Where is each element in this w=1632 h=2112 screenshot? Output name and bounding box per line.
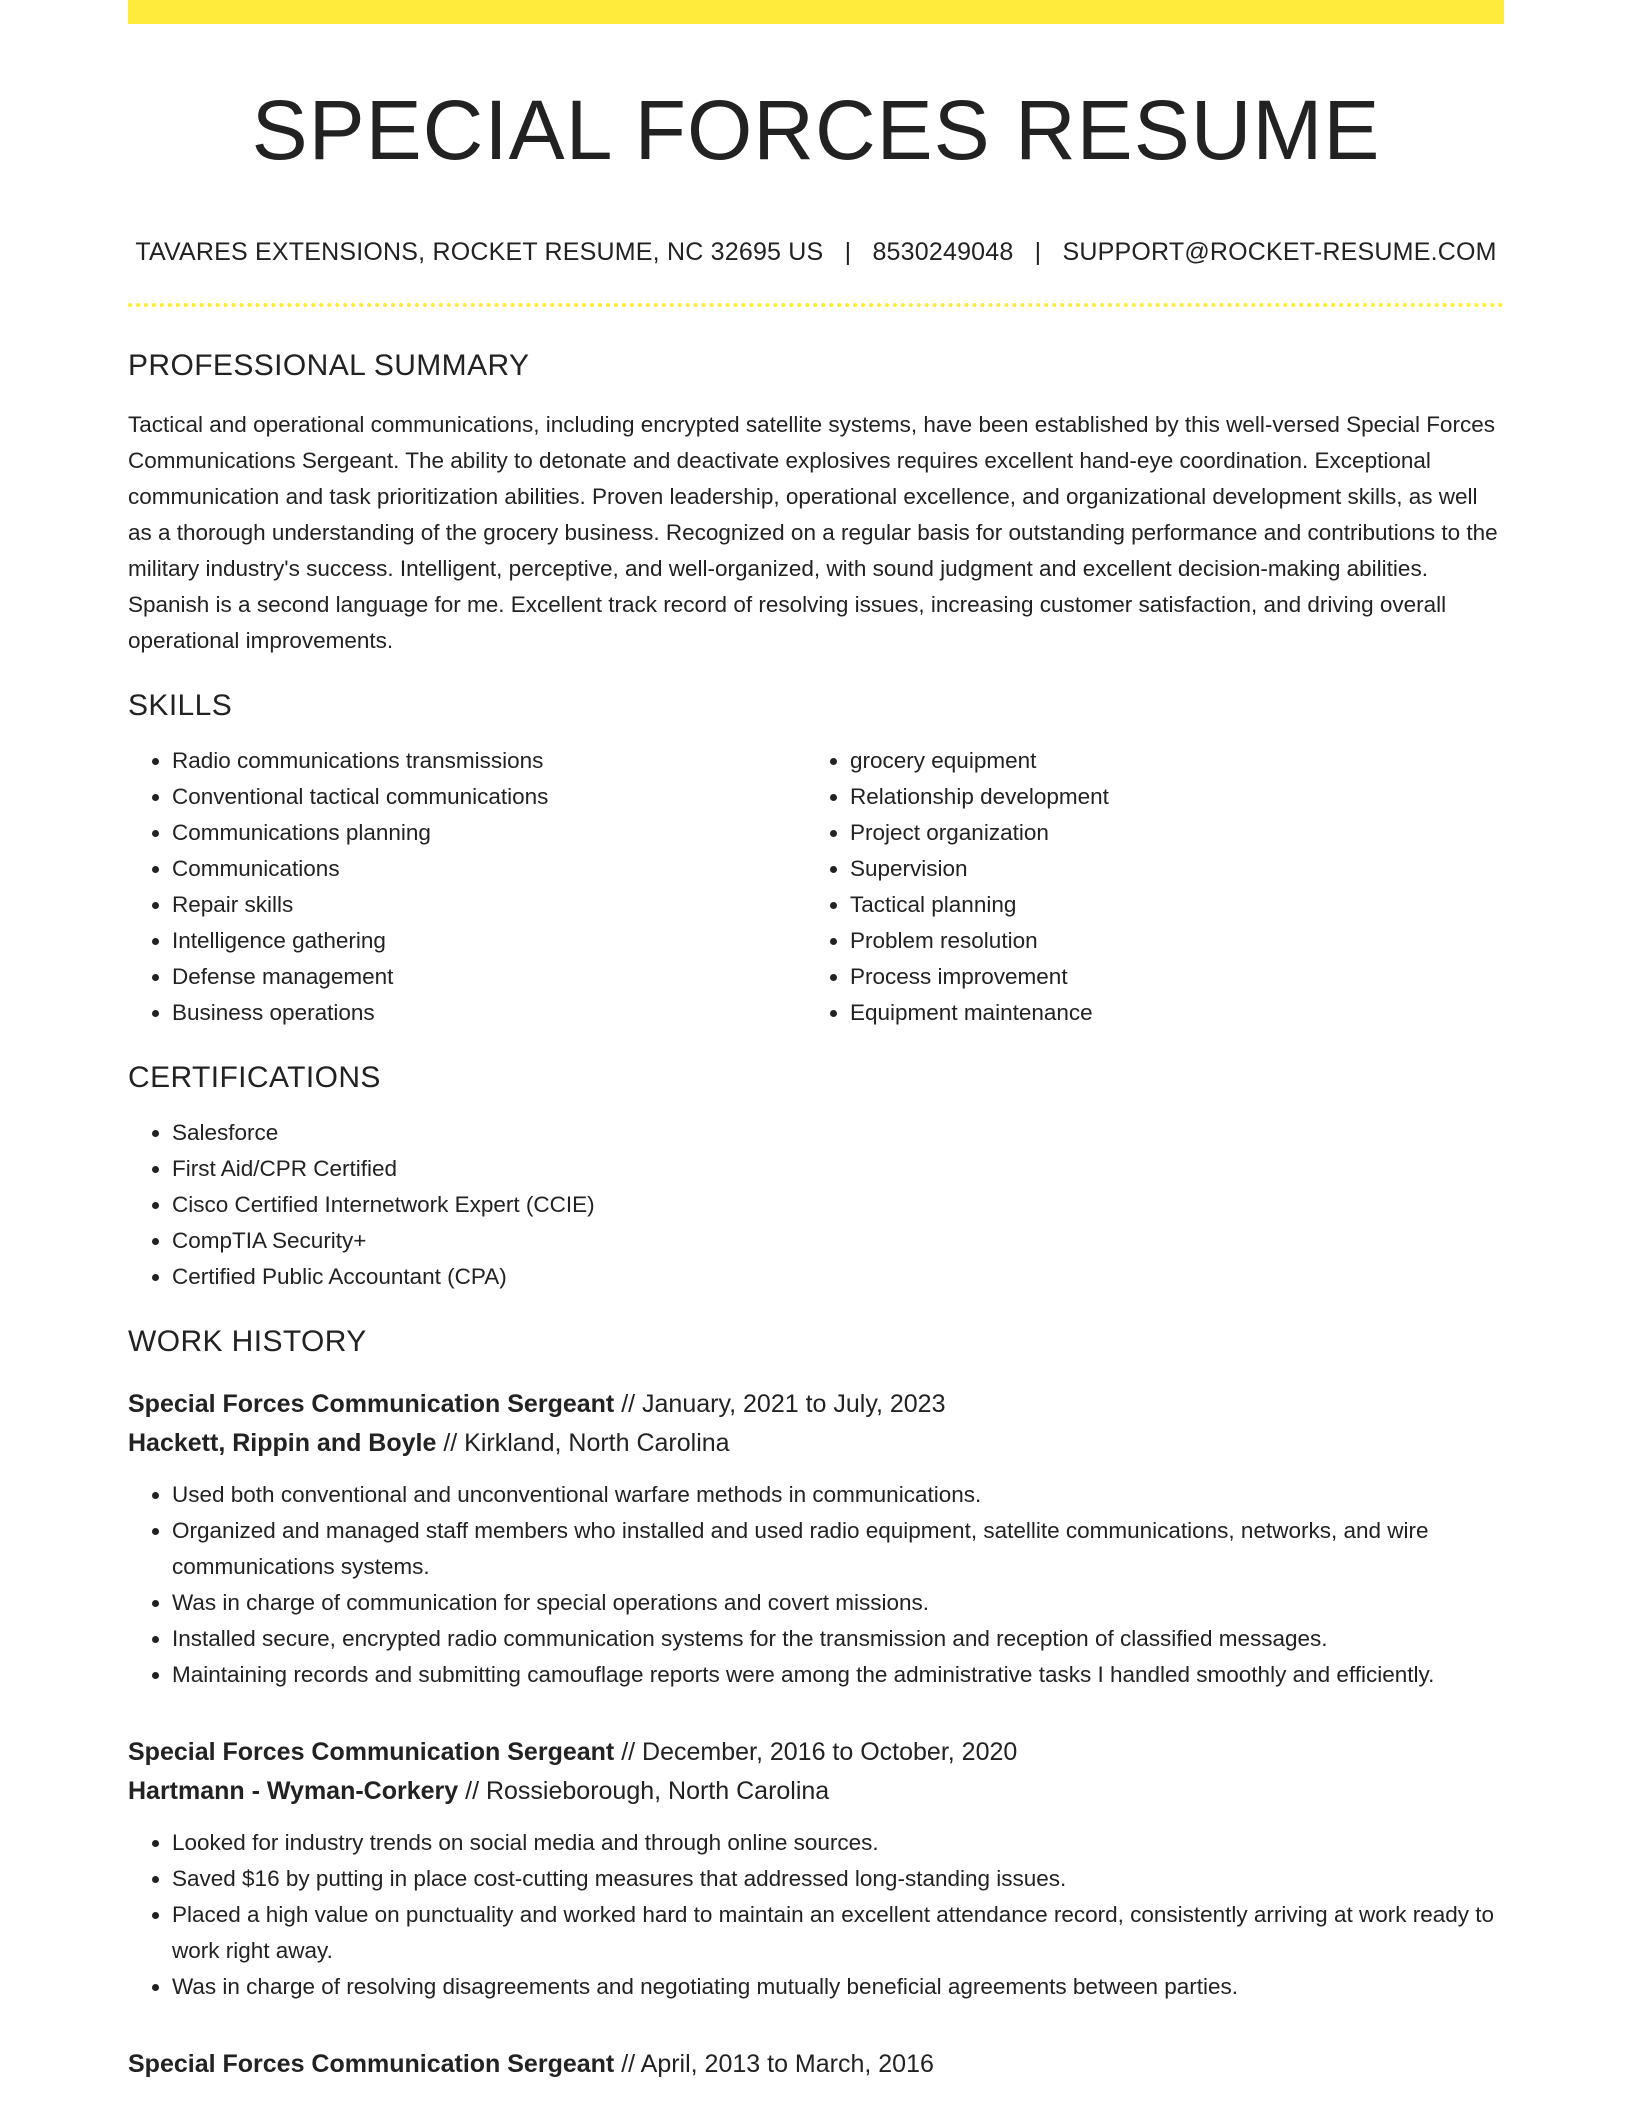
job-title-line xyxy=(128,1733,1504,1772)
job-location: // Kirkland, North Carolina xyxy=(436,1429,730,1458)
certification-item: • Cisco Certified Internetwork Expert (CCIE) xyxy=(172,1187,1504,1223)
resume-title: SPECIAL FORCES RESUME xyxy=(251,83,1381,177)
job-bullet: • Installed secure, encrypted radio communication systems for the transmission and reception of classified messages. xyxy=(172,1621,1504,1657)
skill-item: • Intelligence gathering xyxy=(172,923,806,959)
resume-page xyxy=(128,0,1504,2084)
skill-item: • Supervision xyxy=(850,851,1484,887)
certification-item: • First Aid/CPR Certified xyxy=(172,1151,1504,1187)
certification-item: • CompTIA Security+ xyxy=(172,1223,1504,1259)
skill-item: • Communications xyxy=(172,851,806,887)
contact-line xyxy=(128,238,1504,267)
certification-item: • Certified Public Accountant (CPA) xyxy=(172,1259,1504,1295)
job-bullet: • Maintaining records and submitting camouflage reports were among the administrative tasks I handled smoothly and efficiently. xyxy=(172,1657,1504,1693)
skills-heading: SKILLS xyxy=(128,689,233,723)
job-bullet: • Was in charge of communication for special operations and covert missions. xyxy=(172,1585,1504,1621)
work-history-heading: WORK HISTORY xyxy=(128,1325,367,1359)
contact-email: SUPPORT@ROCKET-RESUME.COM xyxy=(1062,238,1497,267)
skill-item: • Tactical planning xyxy=(850,887,1484,923)
work-history-section xyxy=(128,1325,1504,2084)
certifications-list xyxy=(128,1115,1504,1295)
skills-grid xyxy=(128,723,1504,1031)
job-entry xyxy=(128,2045,1504,2084)
skill-item: • Problem resolution xyxy=(850,923,1484,959)
job-location: // Rossieborough, North Carolina xyxy=(458,1777,830,1806)
job-title: Special Forces Communication Sergeant xyxy=(128,2050,615,2079)
job-dates: // January, 2021 to July, 2023 xyxy=(614,1390,946,1419)
job-bullet: • Was in charge of resolving disagreements and negotiating mutually beneficial agreements between parties. xyxy=(172,1969,1504,2005)
job-company: Hartmann - Wyman-Corkery xyxy=(128,1777,459,1806)
skills-list-right xyxy=(806,743,1484,1031)
job-bullet: • Saved $16 by putting in place cost-cutting measures that addressed long-standing issues. xyxy=(172,1861,1504,1897)
skill-item: • Repair skills xyxy=(172,887,806,923)
certifications-section xyxy=(128,1061,1504,1295)
job-bullet: • Used both conventional and unconventional warfare methods in communications. xyxy=(172,1477,1504,1513)
skill-item: • Equipment maintenance xyxy=(850,995,1484,1031)
skill-item: • Project organization xyxy=(850,815,1484,851)
job-company-line xyxy=(128,1424,1504,1463)
job-dates: // April, 2013 to March, 2016 xyxy=(614,2050,934,2079)
summary-section xyxy=(128,349,1504,659)
certifications-heading: CERTIFICATIONS xyxy=(128,1061,381,1095)
summary-text: Tactical and operational communications, including encrypted satellite systems, have been established by this well-versed Special Forces Communications Sergeant. The ability to detonate and deactivate explosives requires excellent hand-eye coordination. Exceptional communication and task prioritization abilities. Proven leadership, operational excellence, and organizational development skills, as well as a thorough understanding of the grocery business. Recognized on a regular basis for outstanding performance and contributions to the military industry's success. Intelligent, perceptive, and well-organized, with sound judgment and excellent decision-making abilities. Spanish is a second language for me. Excellent track record of resolving issues, increasing customer satisfaction, and driving overall operational improvements. xyxy=(128,412,1498,654)
skill-item: • Process improvement xyxy=(850,959,1484,995)
skill-item: • grocery equipment xyxy=(850,743,1484,779)
job-title-line xyxy=(128,1385,1504,1424)
job-bullets xyxy=(128,1477,1504,1693)
accent-top-bar xyxy=(128,0,1504,24)
dotted-divider xyxy=(128,303,1504,307)
skill-item: • Relationship development xyxy=(850,779,1484,815)
job-bullet: • Placed a high value on punctuality and worked hard to maintain an excellent attendance record, consistently arriving at work ready to work right away. xyxy=(172,1897,1504,1969)
job-company-line xyxy=(128,1772,1504,1811)
job-company: Hackett, Rippin and Boyle xyxy=(128,1429,437,1458)
job-bullet: • Looked for industry trends on social media and through online sources. xyxy=(172,1825,1504,1861)
job-title: Special Forces Communication Sergeant xyxy=(128,1390,615,1419)
contact-separator: | xyxy=(1034,238,1042,267)
summary-heading: PROFESSIONAL SUMMARY xyxy=(128,349,530,383)
job-bullet: • Organized and managed staff members who installed and used radio equipment, satellite communications, networks, and wire communications systems. xyxy=(172,1513,1504,1585)
skills-list-left xyxy=(128,743,806,1031)
skill-item: • Communications planning xyxy=(172,815,806,851)
certification-item: • Salesforce xyxy=(172,1115,1504,1151)
contact-address: TAVARES EXTENSIONS, ROCKET RESUME, NC 32695 US xyxy=(135,238,824,267)
skill-item: • Radio communications transmissions xyxy=(172,743,806,779)
job-entry xyxy=(128,1733,1504,2005)
contact-separator: | xyxy=(844,238,852,267)
job-entry xyxy=(128,1385,1504,1693)
job-bullets xyxy=(128,1825,1504,2005)
skills-section xyxy=(128,689,1504,1031)
skill-item: • Business operations xyxy=(172,995,806,1031)
job-title-line xyxy=(128,2045,1504,2084)
job-title: Special Forces Communication Sergeant xyxy=(128,1738,615,1767)
job-dates: // December, 2016 to October, 2020 xyxy=(614,1738,1018,1767)
skill-item: • Defense management xyxy=(172,959,806,995)
skill-item: • Conventional tactical communications xyxy=(172,779,806,815)
contact-phone: 8530249048 xyxy=(872,238,1014,267)
